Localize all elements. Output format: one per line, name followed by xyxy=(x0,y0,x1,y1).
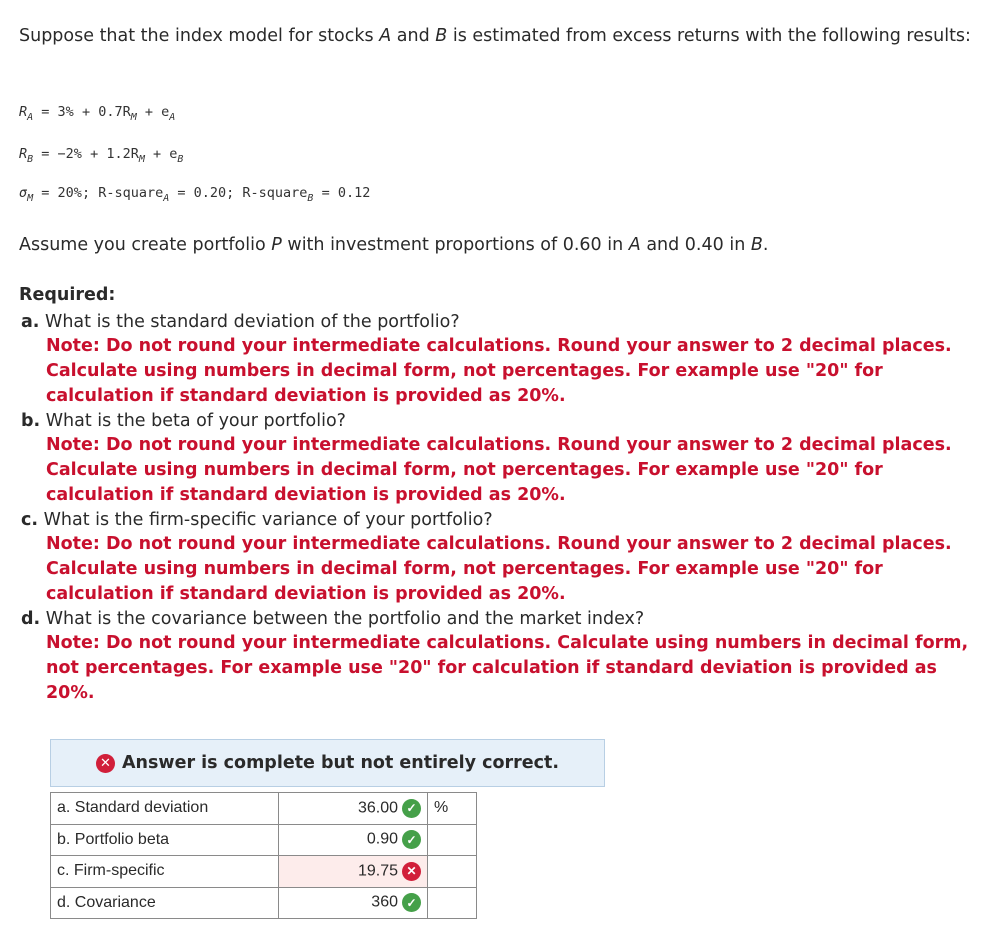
question-b: b. What is the beta of your portfolio? xyxy=(21,411,346,431)
table-row xyxy=(51,824,477,856)
table-row xyxy=(51,887,477,919)
result-banner xyxy=(50,739,605,787)
question-c: c. What is the firm-specific variance of your portfolio? xyxy=(21,510,493,530)
answer-cell[interactable] xyxy=(279,887,428,919)
answer-label: a. Standard deviation xyxy=(51,793,279,825)
x-circle-icon: ✕ xyxy=(96,754,115,773)
check-icon: ✓ xyxy=(402,830,421,849)
equation-sigma-rsquare: $\sigma_M = 20\%$; R-square$_A$ = 0.20; R-square$_B$ = 0.12 xyxy=(19,185,371,204)
equation-stock-b: $R_B = -2\% + 1.2R_M + e_B$ xyxy=(19,146,184,165)
answer-unit xyxy=(428,856,477,888)
answer-unit xyxy=(428,887,477,919)
x-icon: ✕ xyxy=(402,862,421,881)
answer-table xyxy=(50,792,477,919)
answer-value[interactable]: 19.75 xyxy=(357,862,398,880)
question-d: d. What is the covariance between the portfolio and the market index? xyxy=(21,609,645,629)
table-row xyxy=(51,793,477,825)
answer-cell[interactable] xyxy=(279,824,428,856)
required-heading: Required: xyxy=(19,285,116,305)
answer-value[interactable]: 0.90 xyxy=(366,830,398,848)
answer-value[interactable]: 36.00 xyxy=(357,799,398,817)
answer-label: d. Covariance xyxy=(51,887,279,919)
note-c: Note: Do not round your intermediate calculations. Round your answer to 2 decimal places. Calculate using numbers in decimal form, not percentages. For example use "20" for calculation if standard deviation is provided as 20%. xyxy=(46,534,952,604)
check-icon: ✓ xyxy=(402,893,421,912)
answer-label: b. Portfolio beta xyxy=(51,824,279,856)
answer-label: c. Firm-specific xyxy=(51,856,279,888)
question-a: a. What is the standard deviation of the portfolio? xyxy=(21,312,460,332)
note-a: Note: Do not round your intermediate calculations. Round your answer to 2 decimal places. Calculate using numbers in decimal form, not percentages. For example use "20" for calculation if standard deviation is provided as 20%. xyxy=(46,336,952,406)
note-d: Note: Do not round your intermediate calculations. Calculate using numbers in decimal form, not percentages. For example use "20" for calculation if standard deviation is provided as 20%. xyxy=(46,633,969,703)
note-b: Note: Do not round your intermediate calculations. Round your answer to 2 decimal places. Calculate using numbers in decimal form, not percentages. For example use "20" for calculation if standard deviation is provided as 20%. xyxy=(46,435,952,505)
answer-unit: % xyxy=(428,793,477,825)
answer-cell[interactable] xyxy=(279,793,428,825)
answer-unit xyxy=(428,824,477,856)
answer-value[interactable]: 360 xyxy=(371,893,398,911)
result-banner-text: Answer is complete but not entirely correct. xyxy=(121,753,560,773)
check-icon: ✓ xyxy=(402,799,421,818)
portfolio-assumption: Assume you create portfolio P with investment proportions of 0.60 in A and 0.40 in B. xyxy=(19,235,769,255)
answer-cell[interactable] xyxy=(279,856,428,888)
table-row xyxy=(51,856,477,888)
equation-stock-a: $R_A = 3\% + 0.7R_M + e_A$ xyxy=(19,104,176,123)
problem-intro: Suppose that the index model for stocks A and B is estimated from excess returns with the following results: xyxy=(19,26,971,46)
